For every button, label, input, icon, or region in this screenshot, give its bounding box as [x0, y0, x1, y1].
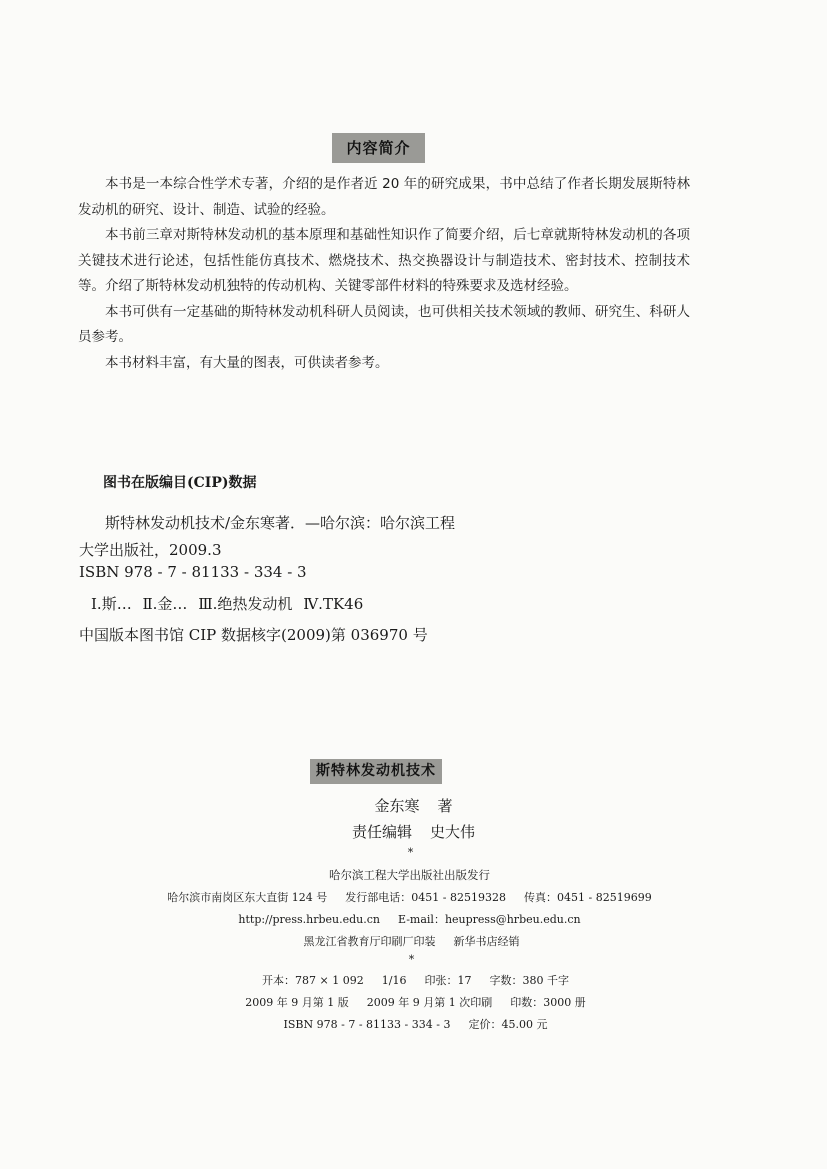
format: 开本：787 × 1 092 — [262, 974, 364, 987]
copies: 印数：3000 册 — [510, 996, 586, 1009]
cip-isbn-line: ISBN 978 - 7 - 81133 - 334 - 3 — [79, 563, 307, 581]
fax: 传真：0451 - 82519699 — [524, 891, 652, 904]
colophon-address-line — [0, 889, 823, 905]
intro-paragraph: 本书是一本综合性学术专著，介绍的是作者近 20 年的研究成果，书中总结了作者长期发展斯特林发动机的研究、设计、制造、试验的经验。 — [78, 176, 690, 218]
colophon-web-line — [0, 911, 823, 927]
cip-publisher-line: 大学出版社，2009.3 — [79, 541, 222, 559]
intro-paragraph: 本书前三章对斯特林发动机的基本原理和基础性知识作了简要介绍，后七章就斯特林发动机的各项关键技术进行论述，包括性能仿真技术、燃烧技术、热交换器设计与制造技术、密封技术、控制技术等。介绍了斯特林发动机独特的传动机构、关键零部件材料的特殊要求及选材经验。 — [78, 227, 690, 294]
edition: 2009 年 9 月第 1 版 — [245, 996, 349, 1009]
price: 定价：45.00 元 — [468, 1018, 548, 1031]
sheets: 印张：17 — [424, 974, 472, 987]
email: E-mail：heupress@hrbeu.edu.cn — [397, 913, 581, 926]
cip-title-line: 斯特林发动机技术/金东寒著．—哈尔滨：哈尔滨工程 — [105, 514, 456, 532]
intro-body — [78, 172, 690, 376]
phone: 发行部电话：0451 - 82519328 — [345, 891, 506, 904]
intro-paragraph: 本书材料丰富，有大量的图表，可供读者参考。 — [105, 354, 389, 371]
author-name: 金东寒 — [374, 797, 420, 815]
words: 字数：380 千字 — [489, 974, 569, 987]
colophon-publisher: 哈尔滨工程大学出版社出版发行 — [329, 868, 490, 882]
intro-paragraph: 本书可供有一定基础的斯特林发动机科研人员阅读，也可供相关技术领域的教师、研究生、科研人员参考。 — [78, 303, 690, 345]
colophon-author-line — [0, 795, 827, 816]
address: 哈尔滨市南岗区东大直街 124 号 — [167, 891, 328, 904]
colophon-editor-line — [0, 821, 827, 842]
editor-name: 史大伟 — [430, 823, 476, 841]
separator-star: * — [407, 846, 414, 859]
isbn: ISBN 978 - 7 - 81133 - 334 - 3 — [283, 1018, 451, 1031]
size: 1/16 — [381, 974, 407, 987]
distributor: 新华书店经销 — [453, 935, 520, 948]
editor-role: 责任编辑 — [351, 823, 412, 841]
author-role: 著 — [437, 797, 453, 815]
colophon-format-line — [2, 972, 827, 988]
colophon-printer-line — [0, 933, 825, 949]
intro-heading: 内容简介 — [332, 133, 425, 163]
colophon-isbn-line — [2, 1016, 827, 1032]
colophon-edition-line — [2, 994, 827, 1010]
separator-star: * — [408, 953, 415, 966]
printing: 2009 年 9 月第 1 次印刷 — [366, 996, 493, 1009]
cip-record-number: 中国版本图书馆 CIP 数据核字(2009)第 036970 号 — [79, 626, 428, 644]
printer: 黑龙江省教育厅印刷厂印装 — [303, 935, 436, 948]
cip-heading: 图书在版编目(CIP)数据 — [103, 475, 257, 491]
website: http://press.hrbeu.edu.cn — [238, 913, 380, 926]
cip-classification-line: Ⅰ.斯… Ⅱ.金… Ⅲ.绝热发动机 Ⅳ.TK46 — [91, 595, 364, 613]
colophon-book-title: 斯特林发动机技术 — [310, 759, 442, 784]
